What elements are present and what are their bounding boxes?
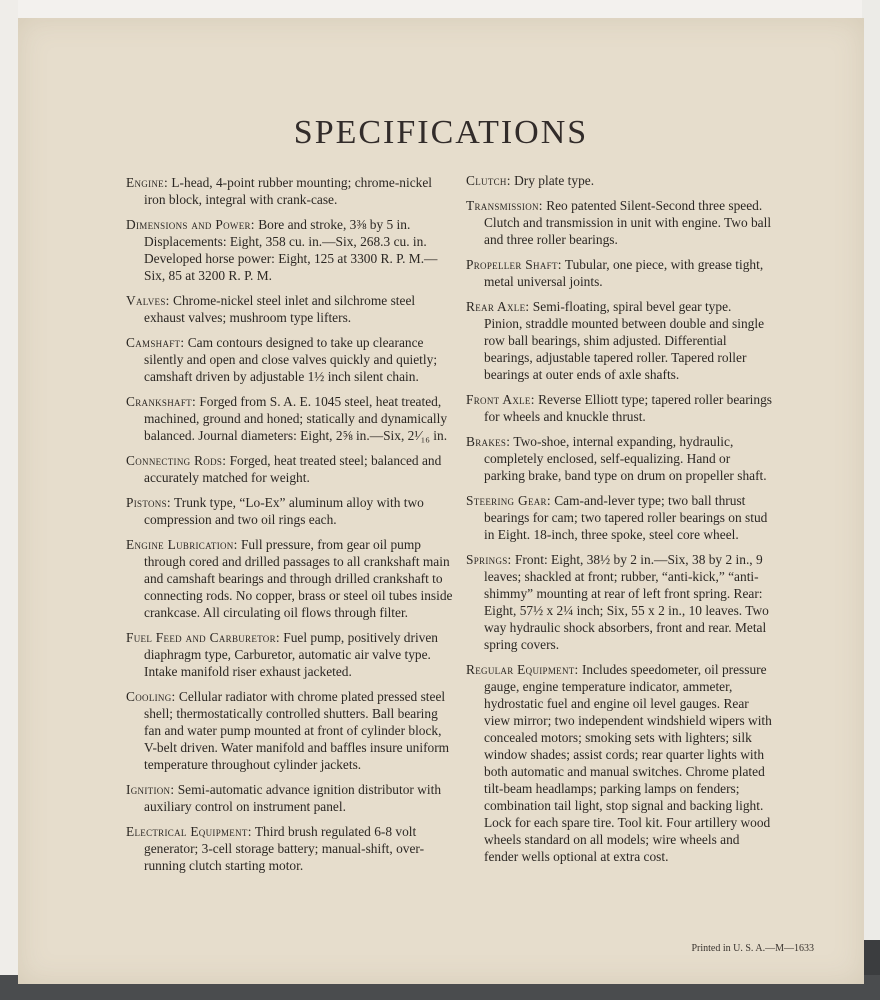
spec-text: Cellular radiator with chrome plated pressed steel shell; thermostatically controlled shutters. Ball bearing fan and water pump mounted at front of cylinder block, V-belt driven. Water manifold and baffles insure uniform temperature throughout cylinder jackets. <box>144 689 450 772</box>
spec-text: Semi-automatic advance ignition distributor with auxiliary control on instrument panel. <box>144 782 442 814</box>
print-footer: Printed in U. S. A.—M—1633 <box>691 943 814 954</box>
right-column <box>466 172 772 873</box>
spec-label: Rear Axle: <box>466 299 530 314</box>
spec-label: Clutch: <box>466 173 511 188</box>
spec-label: Springs: <box>466 552 512 567</box>
spec-entry <box>126 452 456 486</box>
spec-entry <box>466 492 772 543</box>
spec-entry <box>126 393 456 444</box>
spec-label: Fuel Feed and Carburetor: <box>126 630 280 645</box>
spec-label: Dimensions and Power: <box>126 217 255 232</box>
spec-entry <box>466 256 772 290</box>
spec-text: L-head, 4-point rubber mounting; chrome-nickel iron block, integral with crank-case. <box>144 175 433 207</box>
spec-entry <box>466 433 772 484</box>
background-top <box>0 0 880 20</box>
spec-text: Semi-floating, spiral bevel gear type. Pinion, straddle mounted between double and single row ball bearings, shim adjusted. Differential bearings, adjustable tapered roller. Tapered roller bearings at outer ends of axle shafts. <box>484 299 765 382</box>
spec-entry <box>466 391 772 425</box>
spec-label: Pistons: <box>126 495 171 510</box>
spec-label: Brakes: <box>466 434 511 449</box>
spec-text: Full pressure, from gear oil pump through cored and drilled passages to all crankshaft main and camshaft bearings and through drilled crankshaft to connecting rods. No copper, brass or steel oil tubes inside crankcase. All circulating oil flows through filter. <box>144 537 453 620</box>
spec-text: Cam-and-lever type; two ball thrust bearings for cam; two tapered roller bearings on stud in Eight. 18-inch, three spoke, steel core wheel. <box>484 493 768 542</box>
spec-text: Dry plate type. <box>514 173 595 188</box>
spec-text: Fuel pump, positively driven diaphragm type, Carburetor, automatic air valve type. Intake manifold riser exhaust jacketed. <box>144 630 439 679</box>
spec-label: Valves: <box>126 293 170 308</box>
spec-label: Engine Lubrication: <box>126 537 238 552</box>
spec-entry <box>126 216 456 284</box>
spec-text: Forged, heat treated steel; balanced and accurately matched for weight. <box>144 453 442 485</box>
left-column <box>126 174 456 882</box>
spec-entry <box>466 551 772 653</box>
spec-entry <box>126 494 456 528</box>
spec-label: Electrical Equipment: <box>126 824 252 839</box>
spec-text: Tubular, one piece, with grease tight, metal universal joints. <box>484 257 764 289</box>
spec-text: Reo patented Silent-Second three speed. Clutch and transmission in unit with engine. Two ball and three roller bearings. <box>484 198 772 247</box>
spec-label: Front Axle: <box>466 392 535 407</box>
spec-text: Includes speedometer, oil pressure gauge, engine temperature indicator, ammeter, hydrostatic fuel and engine oil level gauges. Rear view mirror; two independent windshield wipers with concealed motors; smoking sets with lighters; silk window shades; assist cords; rear quarter lights with both automatic and manual switches. Chrome plated tilt-beam headlamps; parking lamps on fenders; combination tail light, stop signal and backing light. Lock for each spare tire. Tool kit. Four artillery wood wheels standard on all models; wire wheels and fender wells optional at extra cost. <box>484 662 772 864</box>
spec-label: Cooling: <box>126 689 176 704</box>
spec-text: Reverse Elliott type; tapered roller bearings for wheels and knuckle thrust. <box>484 392 772 424</box>
spec-text: Forged from S. A. E. 1045 steel, heat treated, machined, ground and honed; statically and dynamically balanced. Journal diameters: Eight, 2⅝ in.—Six, 2¹⁄₁₆ in. <box>144 394 448 443</box>
spec-entry <box>126 781 456 815</box>
spec-entry <box>126 536 456 621</box>
spec-label: Propeller Shaft: <box>466 257 562 272</box>
spec-text: Two-shoe, internal expanding, hydraulic, completely enclosed, self-equalizing. Hand or parking brake, band type on drum on propeller shaft. <box>484 434 767 483</box>
background-left <box>0 0 18 980</box>
spec-text: Cam contours designed to take up clearance silently and open and close valves quickly and quietly; camshaft driven by adjustable 1½ inch silent chain. <box>144 335 438 384</box>
spec-label: Steering Gear: <box>466 493 551 508</box>
spec-text: Front: Eight, 38½ by 2 in.—Six, 38 by 2 in., 9 leaves; shackled at front; rubber, “anti-kick,” “anti-shimmy” mounting at rear of left front spring. Rear: Eight, 57½ x 2¼ inch; Six, 55 x 2 in., 10 leaves. Two way hydraulic shock absorbers, front and rear. Metal spring covers. <box>484 552 769 652</box>
spec-entry <box>126 334 456 385</box>
spec-text: Third brush regulated 6-8 volt generator; 3-cell storage battery; manual-shift, over-running clutch starting motor. <box>144 824 425 873</box>
spec-entry <box>466 661 772 865</box>
spec-entry <box>126 823 456 874</box>
page-title: SPECIFICATIONS <box>293 114 589 151</box>
spec-entry <box>466 172 772 189</box>
spec-label: Connecting Rods: <box>126 453 227 468</box>
spec-entry <box>126 292 456 326</box>
background-right <box>862 0 880 940</box>
brochure-page <box>18 18 864 984</box>
spec-entry <box>466 298 772 383</box>
spec-text: Chrome-nickel steel inlet and silchrome steel exhaust valves; mushroom type lifters. <box>144 293 416 325</box>
spec-label: Ignition: <box>126 782 175 797</box>
spec-text: Bore and stroke, 3⅜ by 5 in. Displacements: Eight, 358 cu. in.—Six, 268.3 cu. in. Developed horse power: Eight, 125 at 3300 R. P. M.—Six, 85 at 3200 R. P. M. <box>144 217 438 283</box>
spec-entry <box>126 629 456 680</box>
spec-entry <box>126 688 456 773</box>
spec-label: Crankshaft: <box>126 394 196 409</box>
spec-entry <box>126 174 456 208</box>
spec-label: Transmission: <box>466 198 543 213</box>
spec-label: Regular Equipment: <box>466 662 579 677</box>
spec-entry <box>466 197 772 248</box>
spec-text: Trunk type, “Lo-Ex” aluminum alloy with two compression and two oil rings each. <box>144 495 424 527</box>
spec-label: Camshaft: <box>126 335 185 350</box>
spec-label: Engine: <box>126 175 168 190</box>
